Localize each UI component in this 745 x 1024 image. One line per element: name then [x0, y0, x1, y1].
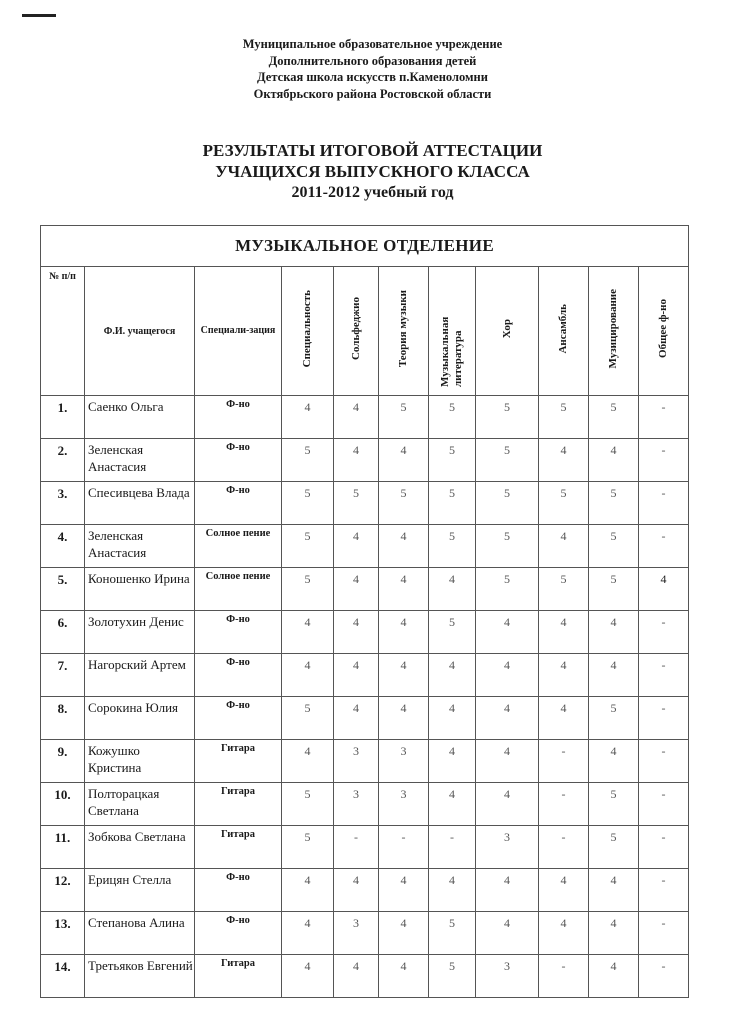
grade-cell: 5: [589, 697, 639, 740]
grade-cell: 4: [476, 783, 539, 826]
student-name: Третьяков Евгений: [85, 955, 195, 998]
title-year: 2011-2012 учебный год: [291, 184, 454, 201]
header-subject-music-literature: Музыкальная литература: [439, 316, 464, 387]
grade-cell: 4: [476, 912, 539, 955]
row-num: 6.: [41, 611, 85, 654]
grade-cell: 5: [282, 482, 334, 525]
header-subject-solfeggio: Сольфеджио: [349, 296, 362, 360]
grade-cell: -: [639, 912, 689, 955]
grade-cell: 4: [429, 568, 476, 611]
grade-cell: 4: [379, 869, 429, 912]
header-subject-cell: [282, 267, 334, 396]
row-num: 3.: [41, 482, 85, 525]
grade-cell: 4: [334, 525, 379, 568]
grade-cell: 4: [589, 740, 639, 783]
grade-cell: 5: [379, 482, 429, 525]
grade-cell: -: [639, 697, 689, 740]
grade-cell: 4: [476, 869, 539, 912]
row-num: 2.: [41, 439, 85, 482]
institution-line-1: Муниципальное образовательное учреждение: [242, 37, 503, 51]
grade-cell: 5: [282, 439, 334, 482]
table-row: [41, 955, 689, 998]
student-specialization: Ф-но: [195, 697, 282, 740]
student-specialization: Ф-но: [195, 912, 282, 955]
grade-cell: 5: [334, 482, 379, 525]
grade-cell: 4: [379, 525, 429, 568]
institution-line-3: Детская школа искусств п.Каменоломни: [257, 70, 488, 84]
table-row: [41, 396, 689, 439]
grade-cell: 4: [539, 525, 589, 568]
table-row: [41, 869, 689, 912]
grade-cell: 3: [476, 826, 539, 869]
header-subject-cell: [379, 267, 429, 396]
student-name: Золотухин Денис: [85, 611, 195, 654]
grade-cell: 4: [334, 654, 379, 697]
row-num: 7.: [41, 654, 85, 697]
header-name: Ф.И. учащегося: [85, 267, 195, 396]
grade-cell: 3: [379, 783, 429, 826]
grade-cell: 5: [429, 439, 476, 482]
grade-cell: 4: [589, 611, 639, 654]
grade-cell: 4: [282, 955, 334, 998]
student-name: Полторацкая Светлана: [85, 783, 195, 826]
grade-cell: 4: [539, 697, 589, 740]
grade-cell: 4: [589, 439, 639, 482]
student-name: Спесивцева Влада: [85, 482, 195, 525]
grade-cell: 4: [379, 439, 429, 482]
student-specialization: Солное пение: [195, 568, 282, 611]
institution-line-2: Дополнительного образования детей: [268, 53, 477, 68]
row-num: 5.: [41, 568, 85, 611]
header-subject-cell: [429, 267, 476, 396]
grade-cell: 5: [476, 439, 539, 482]
student-specialization: Гитара: [195, 955, 282, 998]
grade-cell: 4: [334, 697, 379, 740]
grade-cell: -: [539, 955, 589, 998]
row-num: 10.: [41, 783, 85, 826]
grade-cell: 5: [476, 525, 539, 568]
department-title: МУЗЫКАЛЬНОЕ ОТДЕЛЕНИЕ: [41, 226, 689, 267]
grade-cell: 4: [539, 912, 589, 955]
grade-cell: -: [379, 826, 429, 869]
grade-cell: 4: [539, 654, 589, 697]
grade-cell: 5: [282, 826, 334, 869]
grade-cell: 4: [282, 396, 334, 439]
grade-cell: 4: [539, 439, 589, 482]
student-name: Коношенко Ирина: [85, 568, 195, 611]
table-row: [41, 439, 689, 482]
table-row: [41, 740, 689, 783]
student-specialization: Ф-но: [195, 869, 282, 912]
student-specialization: Ф-но: [195, 439, 282, 482]
student-specialization: Гитара: [195, 826, 282, 869]
student-name: Саенко Ольга: [85, 396, 195, 439]
table-row: [41, 826, 689, 869]
grade-cell: 5: [429, 482, 476, 525]
grade-cell: 5: [429, 525, 476, 568]
grade-cell: 5: [589, 568, 639, 611]
grade-cell: 5: [589, 396, 639, 439]
grade-cell: -: [639, 826, 689, 869]
student-name: Ерицян Стелла: [85, 869, 195, 912]
grade-cell: 5: [282, 568, 334, 611]
header-subject-choir: Хор: [500, 318, 513, 339]
grade-cell: 4: [334, 611, 379, 654]
row-num: 14.: [41, 955, 85, 998]
grade-cell: 5: [589, 826, 639, 869]
student-name: Степанова Алина: [85, 912, 195, 955]
grade-cell: 4: [589, 912, 639, 955]
student-specialization: Солное пение: [195, 525, 282, 568]
row-num: 13.: [41, 912, 85, 955]
student-name: Нагорский Артем: [85, 654, 195, 697]
student-specialization: Ф-но: [195, 654, 282, 697]
grade-cell: 3: [379, 740, 429, 783]
grade-cell: -: [639, 740, 689, 783]
grade-cell: -: [639, 869, 689, 912]
table-row: [41, 654, 689, 697]
header-subject-cell: [476, 267, 539, 396]
grade-cell: 3: [334, 740, 379, 783]
grade-cell: 5: [282, 783, 334, 826]
grade-cell: 4: [476, 697, 539, 740]
grade-cell: 4: [334, 869, 379, 912]
grade-cell: 5: [379, 396, 429, 439]
title-line-2: УЧАЩИХСЯ ВЫПУСКНОГО КЛАССА: [215, 162, 530, 181]
grade-cell: 4: [539, 611, 589, 654]
grade-cell: 5: [429, 955, 476, 998]
grade-cell: 4: [476, 740, 539, 783]
grade-cell: -: [539, 783, 589, 826]
grade-cell: 4: [334, 396, 379, 439]
results-table: [40, 225, 689, 998]
table-row: [41, 697, 689, 740]
grade-cell: 5: [429, 611, 476, 654]
header-subject-cell: [334, 267, 379, 396]
grade-cell: 5: [429, 396, 476, 439]
student-name: Сорокина Юлия: [85, 697, 195, 740]
grade-cell: 4: [379, 611, 429, 654]
grade-cell: 3: [334, 912, 379, 955]
grade-cell: 5: [539, 568, 589, 611]
grade-cell: 4: [334, 439, 379, 482]
grade-cell: 5: [589, 783, 639, 826]
grade-cell: -: [639, 654, 689, 697]
grade-cell: 4: [334, 568, 379, 611]
header-subject-cell: [639, 267, 689, 396]
header-subject-ensemble: Ансамбль: [557, 303, 569, 354]
grade-cell: 4: [429, 783, 476, 826]
grade-cell: -: [429, 826, 476, 869]
grade-cell: 4: [639, 568, 689, 611]
student-specialization: Гитара: [195, 783, 282, 826]
row-num: 12.: [41, 869, 85, 912]
grade-cell: 4: [282, 740, 334, 783]
scan-mark: [22, 14, 56, 17]
table-row: [41, 611, 689, 654]
header-subject-music-making: Музицирование: [607, 288, 619, 369]
student-specialization: Ф-но: [195, 482, 282, 525]
grade-cell: 4: [589, 869, 639, 912]
grade-cell: -: [639, 396, 689, 439]
grade-cell: -: [639, 611, 689, 654]
grade-cell: 4: [429, 740, 476, 783]
student-specialization: Гитара: [195, 740, 282, 783]
grade-cell: -: [334, 826, 379, 869]
grade-cell: 4: [429, 697, 476, 740]
grade-cell: 4: [379, 654, 429, 697]
grade-cell: 4: [429, 654, 476, 697]
grade-cell: 3: [476, 955, 539, 998]
grade-cell: 4: [334, 955, 379, 998]
grade-cell: 5: [476, 568, 539, 611]
grade-cell: 5: [539, 482, 589, 525]
grade-cell: 4: [379, 697, 429, 740]
grade-cell: 5: [589, 525, 639, 568]
grade-cell: 5: [539, 396, 589, 439]
grade-cell: 4: [429, 869, 476, 912]
row-num: 8.: [41, 697, 85, 740]
grade-cell: 4: [379, 912, 429, 955]
table-row: [41, 482, 689, 525]
row-num: 1.: [41, 396, 85, 439]
grade-cell: -: [639, 955, 689, 998]
header-specialization: Специали-зация: [195, 267, 282, 396]
grade-cell: 5: [476, 396, 539, 439]
header-subject-cell: [539, 267, 589, 396]
table-row: [41, 525, 689, 568]
student-name: Зеленская Анастасия: [85, 525, 195, 568]
grade-cell: 5: [429, 912, 476, 955]
header-subject-music-theory: Теория музыки: [397, 289, 409, 368]
grade-cell: -: [539, 826, 589, 869]
grade-cell: 3: [334, 783, 379, 826]
grade-cell: -: [639, 525, 689, 568]
row-num: 11.: [41, 826, 85, 869]
table-row: [41, 568, 689, 611]
student-specialization: Ф-но: [195, 611, 282, 654]
column-header-row: [41, 267, 689, 396]
student-name: Зеленская Анастасия: [85, 439, 195, 482]
grade-cell: -: [639, 482, 689, 525]
grade-cell: 4: [379, 955, 429, 998]
student-specialization: Ф-но: [195, 396, 282, 439]
row-num: 9.: [41, 740, 85, 783]
institution-line-4: Октябрьского района Ростовской области: [253, 86, 492, 101]
table-row: [41, 783, 689, 826]
table-row: [41, 912, 689, 955]
grade-cell: 4: [282, 912, 334, 955]
grade-cell: -: [639, 783, 689, 826]
document-title: [0, 140, 745, 203]
grade-cell: 4: [282, 869, 334, 912]
student-name: Кожушко Кристина: [85, 740, 195, 783]
grade-cell: -: [639, 439, 689, 482]
row-num: 4.: [41, 525, 85, 568]
grade-cell: 4: [379, 568, 429, 611]
title-line-1: РЕЗУЛЬТАТЫ ИТОГОВОЙ АТТЕСТАЦИИ: [202, 141, 543, 160]
grade-cell: 4: [282, 654, 334, 697]
student-name: Зобкова Светлана: [85, 826, 195, 869]
grade-cell: 4: [476, 611, 539, 654]
grade-cell: 4: [589, 955, 639, 998]
grade-cell: 5: [589, 482, 639, 525]
header-num: № п/п: [41, 267, 85, 396]
header-subject-specialty: Специальность: [301, 289, 313, 368]
grade-cell: 5: [282, 525, 334, 568]
grade-cell: 4: [589, 654, 639, 697]
header-subject-general-piano: Общее ф-но: [657, 299, 670, 358]
grade-cell: -: [539, 740, 589, 783]
grade-cell: 4: [476, 654, 539, 697]
header-subject-cell: [589, 267, 639, 396]
grade-cell: 4: [282, 611, 334, 654]
grade-cell: 5: [476, 482, 539, 525]
institution-header: [0, 36, 745, 102]
grade-cell: 4: [539, 869, 589, 912]
grade-cell: 5: [282, 697, 334, 740]
